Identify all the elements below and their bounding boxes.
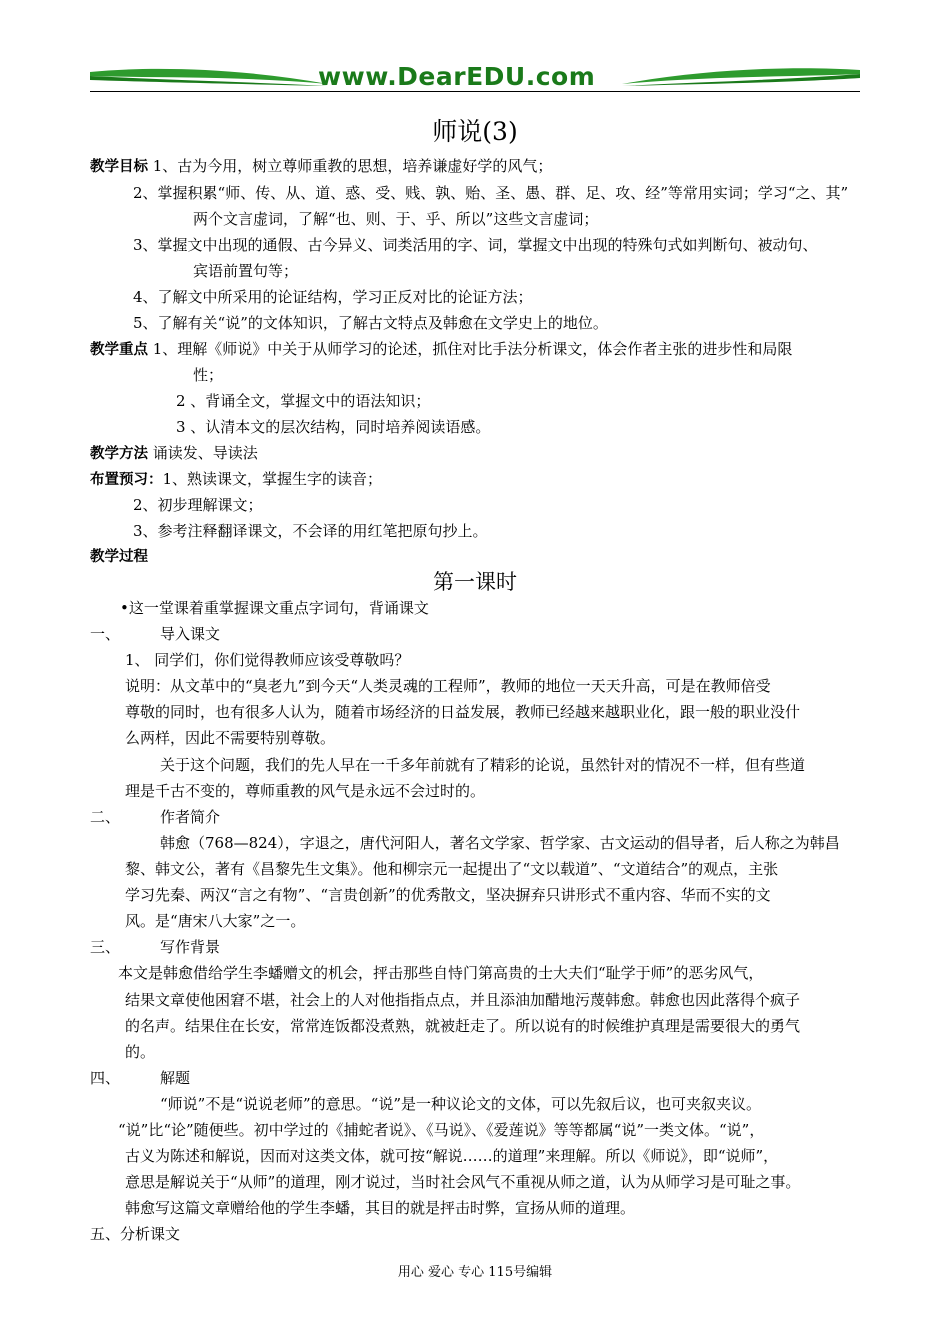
section-1-line-2: 尊敬的同时，也有很多人认为，随着市场经济的日益发展，教师已经越来越职业化，跟一般的职业没什 [125, 703, 801, 721]
page-title: 师说(3) [432, 117, 518, 146]
keypoints-line-1b: 性； [193, 366, 224, 384]
section-2-line-2: 黎、韩文公，著有《昌黎先生文集》。他和柳宗元一起提出了“文以载道”、“文道结合”的观点，主张 [125, 860, 779, 878]
preview-line-3: 3、参考注释翻译课文，不会译的用红笔把原句抄上。 [133, 522, 488, 540]
keypoints-line-3: 3 、认清本文的层次结构，同时培养阅读语感。 [176, 418, 491, 436]
header-swoosh-left [90, 62, 330, 92]
process-label: 教学过程 [90, 549, 148, 565]
section-3-line-3: 的名声。结果住在长安，常常连饭都没煮熟，就被赶走了。所以说有的时候维护真理是需要很大的勇气 [125, 1017, 801, 1035]
goals-line-5: 5、了解有关“说”的文体知识，了解古文特点及韩愈在文学史上的地位。 [133, 314, 608, 332]
section-4-number: 四、 [90, 1069, 121, 1087]
header-swoosh-right [620, 62, 860, 92]
section-3-title: 写作背景 [160, 938, 221, 956]
section-2-line-4: 风。是“唐宋八大家”之一。 [125, 912, 306, 930]
goals-label: 教学目标 [90, 159, 148, 175]
section-1-line-1: 说明：从文革中的“臭老九”到今天“人类灵魂的工程师”，教师的地位一天天升高，可是在教师倍受 [125, 677, 771, 695]
goals-line-3b: 宾语前置句等； [193, 262, 299, 280]
method-line: 教学方法 诵读发、导读法 [90, 444, 258, 462]
lesson-bullet: •这一堂课着重掌握课文重点字词句，背诵课文 [120, 599, 429, 617]
section-2-number: 二、 [90, 808, 121, 826]
goals-line-2b: 两个文言虚词，了解“也、则、于、乎、所以”这些文言虚词； [193, 210, 599, 228]
section-4-line-1: “师说”不是“说说老师”的意思。“说”是一种议论文的文体，可以先叙后议，也可夹叙夹议。 [160, 1095, 762, 1113]
header-rule [90, 91, 860, 92]
section-3-number: 三、 [90, 938, 121, 956]
section-4-line-4: 意思是解说关于“从师”的道理，刚才说过，当时社会风气不重视从师之道，认为从师学习是可耻之事。 [125, 1173, 801, 1191]
section-1-line-3: 么两样，因此不需要特别尊敬。 [125, 729, 336, 747]
goals-line-4: 4、了解文中所采用的论证结构，学习正反对比的论证方法； [133, 288, 533, 306]
preview-line-1: 布置预习：1、熟读课文，掌握生字的读音； [90, 470, 383, 488]
keypoints-line-1a: 教学重点 1、理解《师说》中关于从师学习的论述，抓住对比手法分析课文，体会作者主张的进步性和局限 [90, 340, 793, 358]
keypoints-label: 教学重点 [90, 342, 148, 358]
goals-line-1: 教学目标 1、古为今用，树立尊师重教的思想，培养谦虚好学的风气； [90, 157, 553, 175]
goals-line-3a: 3、掌握文中出现的通假、古今异义、词类活用的字、词，掌握文中出现的特殊句式如判断句、被动句、 [133, 236, 818, 254]
page-footer: 用心 爱心 专心 115号编辑 [397, 1265, 553, 1280]
site-logo: www.DearEDU.com [318, 62, 596, 91]
section-4-line-3: 古义为陈述和解说，因而对这类文体，就可按“解说……的道理”来理解。所以《师说》，即“说师”， [125, 1147, 779, 1165]
section-3-line-2: 结果文章使他困窘不堪，社会上的人对他指指点点，并且添油加醋地污蔑韩愈。韩愈也因此落得个疯子 [125, 991, 801, 1009]
goals-line-2a: 2、掌握积累“师、传、从、道、惑、受、贱、孰、贻、圣、愚、群、足、攻、经”等常用实词；学习“之、其” [133, 184, 849, 202]
section-3-line-4: 的。 [125, 1043, 156, 1061]
preview-label: 布置预习： [90, 472, 163, 488]
section-2-title: 作者简介 [160, 808, 221, 826]
keypoints-line-2: 2 、背诵全文，掌握文中的语法知识； [176, 392, 431, 410]
section-1-number: 一、 [90, 625, 121, 643]
section-5-title: 五、分析课文 [90, 1225, 181, 1243]
section-1-title: 导入课文 [160, 625, 221, 643]
section-2-line-1: 韩愈（768—824），字退之，唐代河阳人，著名文学家、哲学家、古文运动的倡导者，后人称之为韩昌 [160, 834, 840, 852]
preview-line-2: 2、初步理解课文； [133, 496, 263, 514]
section-2-line-3: 学习先秦、两汉“言之有物”、“言贵创新”的优秀散文，坚决摒弃只讲形式不重内容、华而不实的文 [125, 886, 771, 904]
section-3-line-1: 本文是韩愈借给学生李蟠赠文的机会，抨击那些自恃门第高贵的士大夫们“耻学于师”的恶劣风气， [118, 964, 764, 982]
section-4-line-5: 韩愈写这篇文章赠给他的学生李蟠，其目的就是抨击时弊，宣扬从师的道理。 [125, 1199, 636, 1217]
section-1-question: 1、 同学们，你们觉得教师应该受尊敬吗？ [125, 651, 410, 669]
section-4-title: 解题 [160, 1069, 191, 1087]
section-1-line-5: 理是千古不变的，尊师重教的风气是永远不会过时的。 [125, 782, 486, 800]
lesson-heading: 第一课时 [433, 570, 517, 594]
method-label: 教学方法 [90, 446, 148, 462]
section-1-line-4: 关于这个问题，我们的先人早在一千多年前就有了精彩的论说，虽然针对的情况不一样，但有些道 [160, 756, 806, 774]
section-4-line-2: “说”比“论”随便些。初中学过的《捕蛇者说》、《马说》、《爱莲说》等等都属“说”一类文体。“说”， [118, 1121, 765, 1139]
